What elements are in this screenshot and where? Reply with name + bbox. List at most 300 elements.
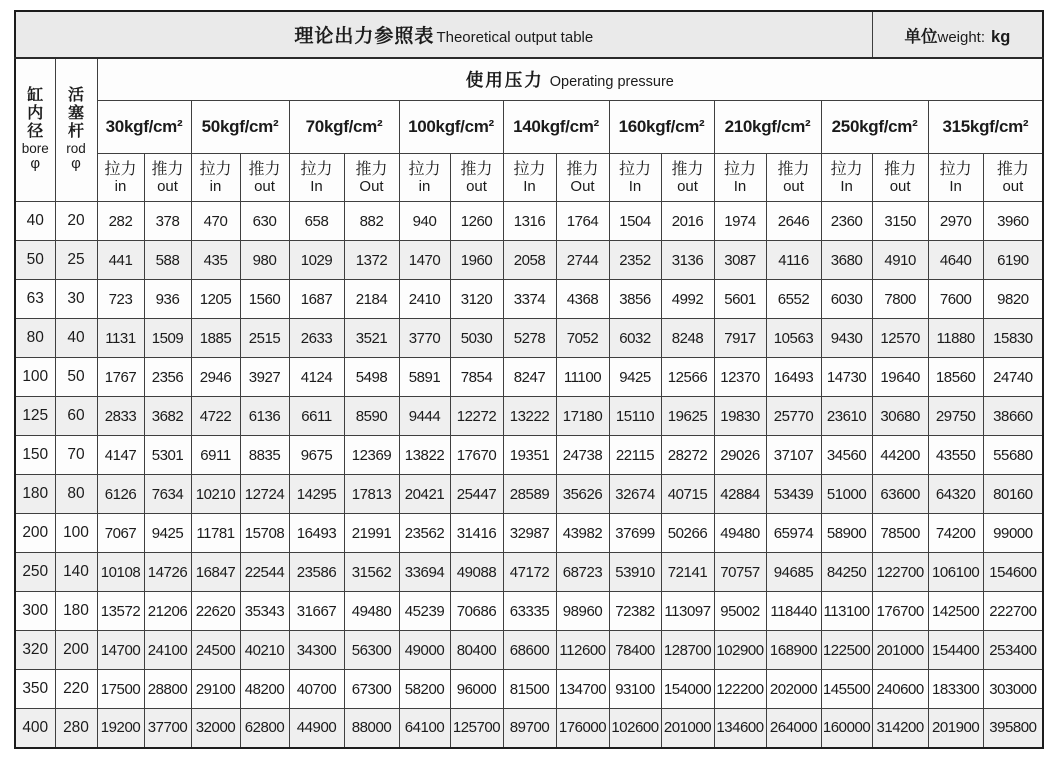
bore-value: 50 <box>15 241 55 280</box>
rod-value: 100 <box>55 514 97 553</box>
output-value: 3927 <box>240 358 289 397</box>
output-value: 154400 <box>928 631 983 670</box>
output-value: 37699 <box>609 514 661 553</box>
operating-pressure-header <box>97 58 1043 101</box>
output-value: 23586 <box>289 553 344 592</box>
output-value: 19200 <box>97 709 144 748</box>
output-value: 42884 <box>714 475 766 514</box>
table-row <box>15 592 1043 631</box>
output-value: 145500 <box>821 670 872 709</box>
output-value: 34300 <box>289 631 344 670</box>
output-value: 253400 <box>983 631 1043 670</box>
bore-value: 250 <box>15 553 55 592</box>
output-value: 30680 <box>872 397 928 436</box>
push-label-en: Out <box>359 178 384 196</box>
output-value: 201900 <box>928 709 983 748</box>
output-value: 37107 <box>766 436 821 475</box>
output-value: 47172 <box>503 553 556 592</box>
output-value: 3150 <box>872 202 928 241</box>
output-value: 64100 <box>399 709 450 748</box>
push-subheader <box>766 154 821 202</box>
output-value: 9820 <box>983 280 1043 319</box>
rod-value: 140 <box>55 553 97 592</box>
output-value: 8248 <box>661 319 714 358</box>
output-value: 35343 <box>240 592 289 631</box>
output-value: 222700 <box>983 592 1043 631</box>
pull-label-en: In <box>840 178 853 196</box>
output-value: 980 <box>240 241 289 280</box>
output-value: 50266 <box>661 514 714 553</box>
output-value: 106100 <box>928 553 983 592</box>
page-title-en: Theoretical output table <box>436 29 594 46</box>
output-value: 25770 <box>766 397 821 436</box>
pull-label-cn: 拉力 <box>104 160 137 178</box>
output-value: 49000 <box>399 631 450 670</box>
pull-label-cn: 拉力 <box>513 160 546 178</box>
output-value: 134700 <box>556 670 609 709</box>
output-value: 3680 <box>821 241 872 280</box>
output-value: 6030 <box>821 280 872 319</box>
output-value: 44900 <box>289 709 344 748</box>
pressure-header-3: 100kgf/cm² <box>399 101 503 154</box>
output-value: 9425 <box>144 514 191 553</box>
output-value: 282 <box>97 202 144 241</box>
push-subheader <box>983 154 1043 202</box>
output-value: 14295 <box>289 475 344 514</box>
pull-label-en: In <box>523 178 536 196</box>
output-value: 142500 <box>928 592 983 631</box>
output-value: 154600 <box>983 553 1043 592</box>
output-value: 17180 <box>556 397 609 436</box>
output-value: 4640 <box>928 241 983 280</box>
operating-pressure-cn: 使用压力 <box>465 70 544 90</box>
push-label-cn: 推力 <box>671 160 704 178</box>
output-value: 5030 <box>450 319 503 358</box>
output-value: 13222 <box>503 397 556 436</box>
output-value: 19351 <box>503 436 556 475</box>
rod-value: 50 <box>55 358 97 397</box>
bore-value: 350 <box>15 670 55 709</box>
output-value: 32674 <box>609 475 661 514</box>
output-value: 2058 <box>503 241 556 280</box>
page-title <box>15 11 872 58</box>
output-value: 32000 <box>191 709 240 748</box>
output-value: 176700 <box>872 592 928 631</box>
output-value: 40715 <box>661 475 714 514</box>
output-value: 8590 <box>344 397 399 436</box>
output-value: 43982 <box>556 514 609 553</box>
output-value: 63600 <box>872 475 928 514</box>
output-value: 99000 <box>983 514 1043 553</box>
output-value: 9425 <box>609 358 661 397</box>
pull-label-en: in <box>418 178 431 196</box>
pull-subheader <box>714 154 766 202</box>
table-row <box>15 514 1043 553</box>
output-value: 6911 <box>191 436 240 475</box>
table-row <box>15 241 1043 280</box>
output-value: 19640 <box>872 358 928 397</box>
table-row <box>15 202 1043 241</box>
output-value: 658 <box>289 202 344 241</box>
output-value: 435 <box>191 241 240 280</box>
bore-value: 180 <box>15 475 55 514</box>
rod-value: 20 <box>55 202 97 241</box>
bore-value: 125 <box>15 397 55 436</box>
push-label-cn: 推力 <box>996 160 1029 178</box>
rod-header-cn: 活塞杆 <box>67 87 84 140</box>
output-value: 12369 <box>344 436 399 475</box>
output-value: 20421 <box>399 475 450 514</box>
output-value: 201000 <box>661 709 714 748</box>
bore-header-symbol: φ <box>30 155 41 173</box>
output-value: 40700 <box>289 670 344 709</box>
output-value: 44200 <box>872 436 928 475</box>
output-value: 55680 <box>983 436 1043 475</box>
output-value: 1509 <box>144 319 191 358</box>
output-value: 470 <box>191 202 240 241</box>
output-value: 6611 <box>289 397 344 436</box>
pull-label-en: In <box>628 178 642 196</box>
output-value: 314200 <box>872 709 928 748</box>
output-value: 2016 <box>661 202 714 241</box>
pull-label-en: in <box>209 178 222 196</box>
push-label-cn: 推力 <box>460 160 493 178</box>
output-value: 122200 <box>714 670 766 709</box>
output-value: 32987 <box>503 514 556 553</box>
output-value: 15708 <box>240 514 289 553</box>
pull-subheader <box>289 154 344 202</box>
table-row <box>15 475 1043 514</box>
push-label-en: out <box>254 178 275 196</box>
output-value: 1560 <box>240 280 289 319</box>
output-value: 96000 <box>450 670 503 709</box>
push-label-cn: 推力 <box>566 160 599 178</box>
rod-value: 280 <box>55 709 97 748</box>
output-value: 38660 <box>983 397 1043 436</box>
pull-subheader <box>928 154 983 202</box>
output-value: 1764 <box>556 202 609 241</box>
output-value: 1470 <box>399 241 450 280</box>
operating-pressure-row <box>15 58 1043 101</box>
output-value: 723 <box>97 280 144 319</box>
output-value: 12724 <box>240 475 289 514</box>
output-value: 102600 <box>609 709 661 748</box>
table-row <box>15 280 1043 319</box>
output-value: 7052 <box>556 319 609 358</box>
output-value: 34560 <box>821 436 872 475</box>
output-value: 24100 <box>144 631 191 670</box>
output-value: 28589 <box>503 475 556 514</box>
output-value: 64320 <box>928 475 983 514</box>
push-label-cn: 推力 <box>151 160 184 178</box>
output-value: 29750 <box>928 397 983 436</box>
pressure-header-6: 210kgf/cm² <box>714 101 821 154</box>
title-row <box>15 11 1043 58</box>
output-value: 1687 <box>289 280 344 319</box>
output-value: 1974 <box>714 202 766 241</box>
output-value: 28272 <box>661 436 714 475</box>
push-label-en: out <box>1002 178 1024 196</box>
output-value: 53439 <box>766 475 821 514</box>
rod-value: 70 <box>55 436 97 475</box>
pressure-header-7: 250kgf/cm² <box>821 101 928 154</box>
output-value: 10210 <box>191 475 240 514</box>
output-value: 4147 <box>97 436 144 475</box>
output-value: 14700 <box>97 631 144 670</box>
output-value: 1885 <box>191 319 240 358</box>
output-value: 80400 <box>450 631 503 670</box>
output-value: 128700 <box>661 631 714 670</box>
output-value: 2410 <box>399 280 450 319</box>
output-value: 12570 <box>872 319 928 358</box>
table-row <box>15 709 1043 748</box>
output-value: 19625 <box>661 397 714 436</box>
output-value: 74200 <box>928 514 983 553</box>
output-value: 6126 <box>97 475 144 514</box>
output-value: 70686 <box>450 592 503 631</box>
rod-value: 180 <box>55 592 97 631</box>
push-label-en: out <box>466 178 487 196</box>
output-value: 48200 <box>240 670 289 709</box>
output-value: 58900 <box>821 514 872 553</box>
bore-value: 80 <box>15 319 55 358</box>
unit-value: kg <box>991 27 1011 46</box>
output-value: 378 <box>144 202 191 241</box>
pressure-header-0: 30kgf/cm² <box>97 101 191 154</box>
output-value: 3087 <box>714 241 766 280</box>
pull-label-en: in <box>114 178 127 196</box>
output-value: 154000 <box>661 670 714 709</box>
output-value: 72141 <box>661 553 714 592</box>
output-value: 1205 <box>191 280 240 319</box>
output-value: 22544 <box>240 553 289 592</box>
push-subheader <box>872 154 928 202</box>
output-value: 303000 <box>983 670 1043 709</box>
output-value: 37700 <box>144 709 191 748</box>
pull-label-en: In <box>310 178 323 196</box>
output-value: 56300 <box>344 631 399 670</box>
output-value: 134600 <box>714 709 766 748</box>
output-value: 94685 <box>766 553 821 592</box>
output-value: 5498 <box>344 358 399 397</box>
output-value: 1372 <box>344 241 399 280</box>
output-value: 98960 <box>556 592 609 631</box>
pressure-header-8: 315kgf/cm² <box>928 101 1043 154</box>
output-value: 81500 <box>503 670 556 709</box>
rod-value: 40 <box>55 319 97 358</box>
output-value: 24740 <box>983 358 1043 397</box>
output-value: 3770 <box>399 319 450 358</box>
bore-value: 100 <box>15 358 55 397</box>
bore-value: 40 <box>15 202 55 241</box>
output-value: 6032 <box>609 319 661 358</box>
output-value: 16493 <box>289 514 344 553</box>
pressure-header-4: 140kgf/cm² <box>503 101 609 154</box>
col-header-rod <box>55 58 97 202</box>
rod-value: 60 <box>55 397 97 436</box>
output-value: 49088 <box>450 553 503 592</box>
output-value: 22620 <box>191 592 240 631</box>
output-value: 29100 <box>191 670 240 709</box>
output-value: 7067 <box>97 514 144 553</box>
rod-value: 30 <box>55 280 97 319</box>
pull-subheader <box>821 154 872 202</box>
output-value: 23562 <box>399 514 450 553</box>
output-value: 2744 <box>556 241 609 280</box>
push-label-en: out <box>889 178 911 196</box>
output-value: 264000 <box>766 709 821 748</box>
output-value: 95002 <box>714 592 766 631</box>
bore-value: 200 <box>15 514 55 553</box>
push-label-cn: 推力 <box>884 160 917 178</box>
push-label-en: out <box>677 178 698 196</box>
output-value: 4116 <box>766 241 821 280</box>
output-value: 78500 <box>872 514 928 553</box>
output-value: 118440 <box>766 592 821 631</box>
output-value: 1767 <box>97 358 144 397</box>
output-value: 33694 <box>399 553 450 592</box>
output-value: 9675 <box>289 436 344 475</box>
output-value: 49480 <box>714 514 766 553</box>
theoretical-output-table <box>14 10 1044 749</box>
output-value: 17500 <box>97 670 144 709</box>
output-value: 31416 <box>450 514 503 553</box>
output-value: 168900 <box>766 631 821 670</box>
output-value: 49480 <box>344 592 399 631</box>
pull-label-cn: 拉力 <box>830 160 863 178</box>
pull-subheader <box>399 154 450 202</box>
output-value: 3136 <box>661 241 714 280</box>
table-row <box>15 436 1043 475</box>
output-value: 4124 <box>289 358 344 397</box>
output-value: 15110 <box>609 397 661 436</box>
output-value: 3960 <box>983 202 1043 241</box>
table-body <box>15 202 1043 748</box>
output-value: 25447 <box>450 475 503 514</box>
push-subheader <box>344 154 399 202</box>
output-value: 14730 <box>821 358 872 397</box>
output-value: 53910 <box>609 553 661 592</box>
table-row <box>15 553 1043 592</box>
output-value: 17813 <box>344 475 399 514</box>
output-value: 10108 <box>97 553 144 592</box>
output-value: 2946 <box>191 358 240 397</box>
output-value: 8835 <box>240 436 289 475</box>
output-value: 11100 <box>556 358 609 397</box>
table-row <box>15 319 1043 358</box>
output-value: 112600 <box>556 631 609 670</box>
page-title-cn: 理论出力参照表 <box>294 26 435 47</box>
output-value: 940 <box>399 202 450 241</box>
output-value: 4722 <box>191 397 240 436</box>
output-value: 588 <box>144 241 191 280</box>
output-value: 51000 <box>821 475 872 514</box>
output-value: 2360 <box>821 202 872 241</box>
output-value: 68723 <box>556 553 609 592</box>
output-value: 3682 <box>144 397 191 436</box>
output-value: 9444 <box>399 397 450 436</box>
pull-subheader <box>97 154 144 202</box>
output-value: 441 <box>97 241 144 280</box>
output-value: 102900 <box>714 631 766 670</box>
output-value: 80160 <box>983 475 1043 514</box>
output-value: 23610 <box>821 397 872 436</box>
output-value: 67300 <box>344 670 399 709</box>
output-value: 12566 <box>661 358 714 397</box>
output-value: 6136 <box>240 397 289 436</box>
output-value: 93100 <box>609 670 661 709</box>
output-value: 1960 <box>450 241 503 280</box>
output-value: 6552 <box>766 280 821 319</box>
output-value: 5891 <box>399 358 450 397</box>
col-header-bore <box>15 58 55 202</box>
output-value: 40210 <box>240 631 289 670</box>
output-value: 113097 <box>661 592 714 631</box>
output-value: 43550 <box>928 436 983 475</box>
push-subheader <box>661 154 714 202</box>
pull-label-cn: 拉力 <box>939 160 972 178</box>
output-value: 78400 <box>609 631 661 670</box>
pressure-header-1: 50kgf/cm² <box>191 101 289 154</box>
table-row <box>15 358 1043 397</box>
output-value: 65974 <box>766 514 821 553</box>
output-value: 5301 <box>144 436 191 475</box>
rod-value: 200 <box>55 631 97 670</box>
output-value: 4910 <box>872 241 928 280</box>
pull-label-cn: 拉力 <box>300 160 333 178</box>
push-label-cn: 推力 <box>777 160 810 178</box>
output-value: 89700 <box>503 709 556 748</box>
bore-value: 150 <box>15 436 55 475</box>
output-value: 28800 <box>144 670 191 709</box>
output-value: 176000 <box>556 709 609 748</box>
output-value: 70757 <box>714 553 766 592</box>
output-value: 2646 <box>766 202 821 241</box>
unit-label-en: weight: <box>937 28 986 46</box>
push-label-en: out <box>157 178 178 196</box>
output-value: 1131 <box>97 319 144 358</box>
table-row <box>15 670 1043 709</box>
output-value: 68600 <box>503 631 556 670</box>
unit-label <box>872 11 1043 58</box>
output-value: 1316 <box>503 202 556 241</box>
output-value: 7634 <box>144 475 191 514</box>
rod-value: 25 <box>55 241 97 280</box>
table-row <box>15 631 1043 670</box>
pressure-labels-row <box>15 101 1043 154</box>
output-value: 31562 <box>344 553 399 592</box>
output-value: 19830 <box>714 397 766 436</box>
output-value: 183300 <box>928 670 983 709</box>
output-value: 6190 <box>983 241 1043 280</box>
output-value: 17670 <box>450 436 503 475</box>
output-value: 395800 <box>983 709 1043 748</box>
output-value: 160000 <box>821 709 872 748</box>
output-value: 13572 <box>97 592 144 631</box>
output-value: 7600 <box>928 280 983 319</box>
output-value: 14726 <box>144 553 191 592</box>
pull-push-subheader-row <box>15 154 1043 202</box>
output-value: 122700 <box>872 553 928 592</box>
bore-value: 300 <box>15 592 55 631</box>
bore-header-cn: 缸内径 <box>27 87 44 140</box>
output-value: 15830 <box>983 319 1043 358</box>
bore-value: 320 <box>15 631 55 670</box>
output-value: 3521 <box>344 319 399 358</box>
bore-header-en: bore <box>21 140 49 156</box>
table-row <box>15 397 1043 436</box>
output-value: 3856 <box>609 280 661 319</box>
